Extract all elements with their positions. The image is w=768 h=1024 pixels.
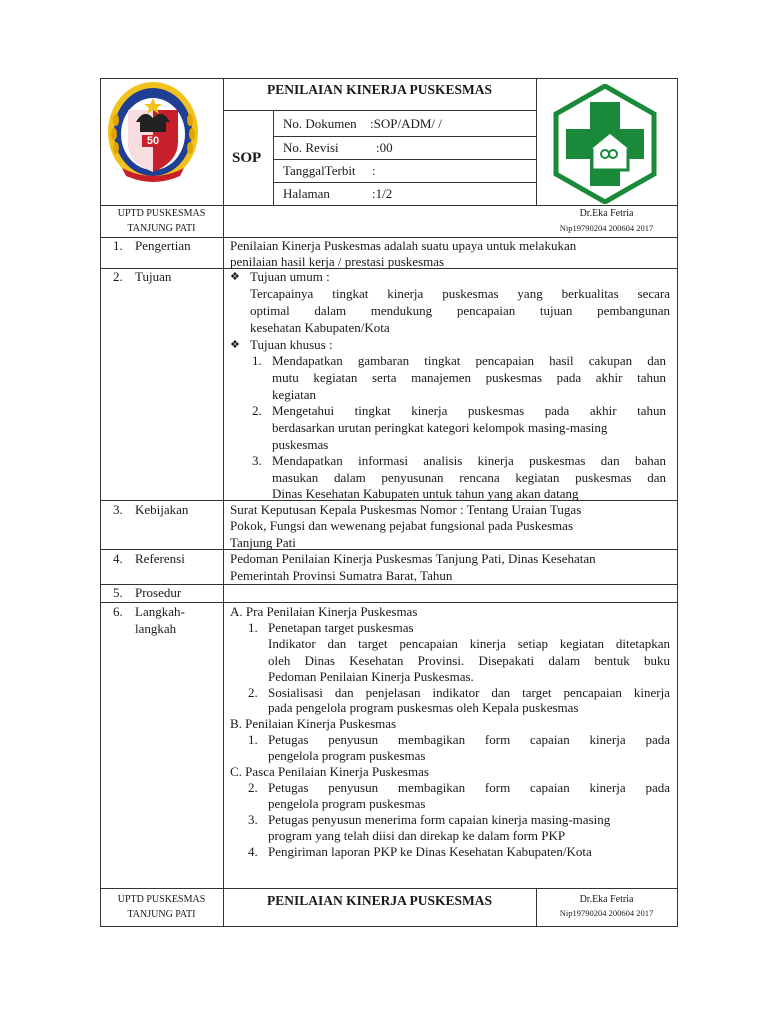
page-value: :1/2 xyxy=(372,186,393,201)
step-a1-heading: Penetapan target puskesmas xyxy=(268,620,414,635)
step-a2-line: Sosialisasi dan penjelasan indikator dan target pencapaian kinerja xyxy=(268,685,670,700)
diamond-bullet-icon: ❖ xyxy=(230,271,240,283)
issue-date-value: : xyxy=(372,163,376,178)
section-4-label: Referensi xyxy=(135,551,185,566)
section-1-text-line: penilaian hasil kerja / prestasi puskesmas xyxy=(230,254,445,269)
page-label: Halaman xyxy=(283,186,330,201)
khusus-item-number: 1. xyxy=(252,353,262,368)
footer-unit-line2: TANJUNG PATI xyxy=(127,909,196,920)
khusus-item-line: Mengetahui tingkat kinerja puskesmas pada akhir tahun xyxy=(272,403,666,418)
content-col-divider xyxy=(223,237,224,888)
section-3-label: Kebijakan xyxy=(135,502,189,517)
step-a1-line: Pedoman Penilaian Kinerja Puskesmas. xyxy=(268,669,474,684)
tujuan-khusus-heading: Tujuan khusus : xyxy=(250,337,333,352)
khusus-item-line: Mendapatkan informasi analisis kinerja puskesmas dan bahan xyxy=(272,453,666,468)
right-logo-divider xyxy=(536,78,537,205)
khusus-item-line: Mendapatkan gambaran tingkat pencapaian hasil cakupan dan xyxy=(272,353,666,368)
seal-number: 50 xyxy=(142,135,164,147)
step-c2-line: pengelola program puskesmas xyxy=(268,796,426,811)
meta-divider-1 xyxy=(273,136,536,137)
sop-label: SOP xyxy=(232,150,262,166)
step-b1-number: 1. xyxy=(248,732,258,747)
unit-name-line2: TANJUNG PATI xyxy=(127,223,196,234)
table-border-bottom xyxy=(100,926,677,927)
khusus-item-number: 2. xyxy=(252,403,262,418)
step-a1-line: Indikator dan target pencapaian kinerja setiap kegiatan ditetapkan xyxy=(268,636,670,651)
puskesmas-logo xyxy=(552,84,658,204)
section-4-text-line: Pemerintah Provinsi Sumatra Barat, Tahun xyxy=(230,568,453,583)
khusus-item-line: berdasarkan urutan peringkat kategori kelompok masing-masing xyxy=(272,420,608,435)
section-6-number: 6. xyxy=(113,604,123,619)
footer-signer-name: Dr.Eka Fetria xyxy=(579,894,634,905)
section-4-number: 4. xyxy=(113,551,123,566)
section-4-text-line: Pedoman Penilaian Kinerja Puskesmas Tanjung Pati, Dinas Kesehatan xyxy=(230,551,596,566)
section-3-text-line: Tanjung Pati xyxy=(230,535,296,550)
signer-nip: Nip19790204 200604 2017 xyxy=(559,223,654,233)
khusus-item-line: Dinas Kesehatan Kabupaten untuk tahun yang akan datang xyxy=(272,486,579,501)
meta-divider-2 xyxy=(273,159,536,160)
table-border-right xyxy=(677,78,678,927)
step-c3-line: Petugas penyusun menerima form capaian kinerja masing-masing xyxy=(268,812,611,827)
section-6-label-line2: langkah xyxy=(135,621,177,636)
row-line-6 xyxy=(100,602,677,603)
khusus-item-line: mutu kegiatan serta manajemen puskesmas pada akhir tahun xyxy=(272,370,666,385)
issue-date-label: TanggalTerbit xyxy=(283,163,356,178)
section-3-text-line: Pokok, Fungsi dan wewenang pejabat fungsional pada Puskesmas xyxy=(230,518,574,533)
khusus-item-number: 3. xyxy=(252,453,262,468)
row-line-4 xyxy=(100,549,677,550)
section-3-text-line: Surat Keputusan Kepala Puskesmas Nomor : Tentang Uraian Tugas xyxy=(230,502,582,517)
khusus-item-line: puskesmas xyxy=(272,437,329,452)
step-c3-number: 3. xyxy=(248,812,258,827)
tujuan-umum-line: optimal dalam mendukung pencapaian tujuan pembangunan xyxy=(250,303,670,318)
meta-divider-3 xyxy=(273,182,536,183)
revision-value: :00 xyxy=(376,140,393,155)
logo-col-divider xyxy=(223,78,224,237)
section-2-label: Tujuan xyxy=(135,269,172,284)
tujuan-umum-heading: Tujuan umum : xyxy=(250,269,330,284)
section-5-label: Prosedur xyxy=(135,585,182,600)
section-3-number: 3. xyxy=(113,502,123,517)
footer-title: PENILAIAN KINERJA PUSKESMAS xyxy=(266,893,493,908)
footer-signer-nip: Nip19790204 200604 2017 xyxy=(559,908,654,918)
section-1-text-line: Penilaian Kinerja Puskesmas adalah suatu upaya untuk melakukan xyxy=(230,238,577,253)
signer-name: Dr.Eka Fetria xyxy=(579,208,634,219)
unit-name-line1: UPTD PUSKESMAS xyxy=(117,208,206,219)
diamond-bullet-icon: ❖ xyxy=(230,339,240,351)
step-c4-number: 4. xyxy=(248,844,258,859)
section-2-number: 2. xyxy=(113,269,123,284)
table-border-top xyxy=(100,78,677,79)
row-line-5 xyxy=(100,584,677,585)
regional-seal-logo xyxy=(106,80,200,184)
khusus-item-line: kegiatan xyxy=(272,387,317,402)
step-c2-number: 2. xyxy=(248,780,258,795)
step-a-heading: A. Pra Penilaian Kinerja Puskesmas xyxy=(230,604,418,619)
header-bottom-line xyxy=(100,205,677,206)
sop-col-divider xyxy=(273,110,274,205)
document-title: PENILAIAN KINERJA PUSKESMAS xyxy=(266,82,493,97)
step-c2-line: Petugas penyusun membagikan form capaian kinerja pada xyxy=(268,780,670,795)
section-1-label: Pengertian xyxy=(135,238,191,253)
section-6-label-line1: Langkah- xyxy=(135,604,185,619)
section-5-number: 5. xyxy=(113,585,123,600)
tujuan-umum-line: kesehatan Kabupaten/Kota xyxy=(250,320,390,335)
step-b1-line: pengelola program puskesmas xyxy=(268,748,426,763)
title-row-divider xyxy=(223,110,536,111)
step-a2-number: 2. xyxy=(248,685,258,700)
step-b-heading: B. Penilaian Kinerja Puskesmas xyxy=(230,716,397,731)
table-border-left xyxy=(100,78,101,927)
step-a2-line: pada pengelola program puskesmas oleh Kepala puskesmas xyxy=(268,700,579,715)
step-a1-line: oleh Dinas Kesehatan Provinsi. Disepakati dalam bentuk buku xyxy=(268,653,670,668)
step-c-heading: C. Pasca Penilaian Kinerja Puskesmas xyxy=(230,764,429,779)
tujuan-umum-line: Tercapainya tingkat kinerja puskesmas yang berkualitas secara xyxy=(250,286,670,301)
section-1-number: 1. xyxy=(113,238,123,253)
footer-unit-line1: UPTD PUSKESMAS xyxy=(117,894,206,905)
khusus-item-line: masukan dalam penyusunan rencana kegiatan puskesmas dan xyxy=(272,470,666,485)
step-b1-line: Petugas penyusun membagikan form capaian kinerja pada xyxy=(268,732,670,747)
step-a1-number: 1. xyxy=(248,620,258,635)
step-c4-line: Pengiriman laporan PKP ke Dinas Kesehatan Kabupaten/Kota xyxy=(268,844,592,859)
doc-number-label: No. Dokumen xyxy=(283,116,357,131)
doc-number-value: :SOP/ADM/ / xyxy=(370,116,442,131)
footer-top-line xyxy=(100,888,677,889)
step-c3-line: program yang telah diisi dan direkap ke dalam form PKP xyxy=(268,828,566,843)
revision-label: No. Revisi xyxy=(283,140,339,155)
